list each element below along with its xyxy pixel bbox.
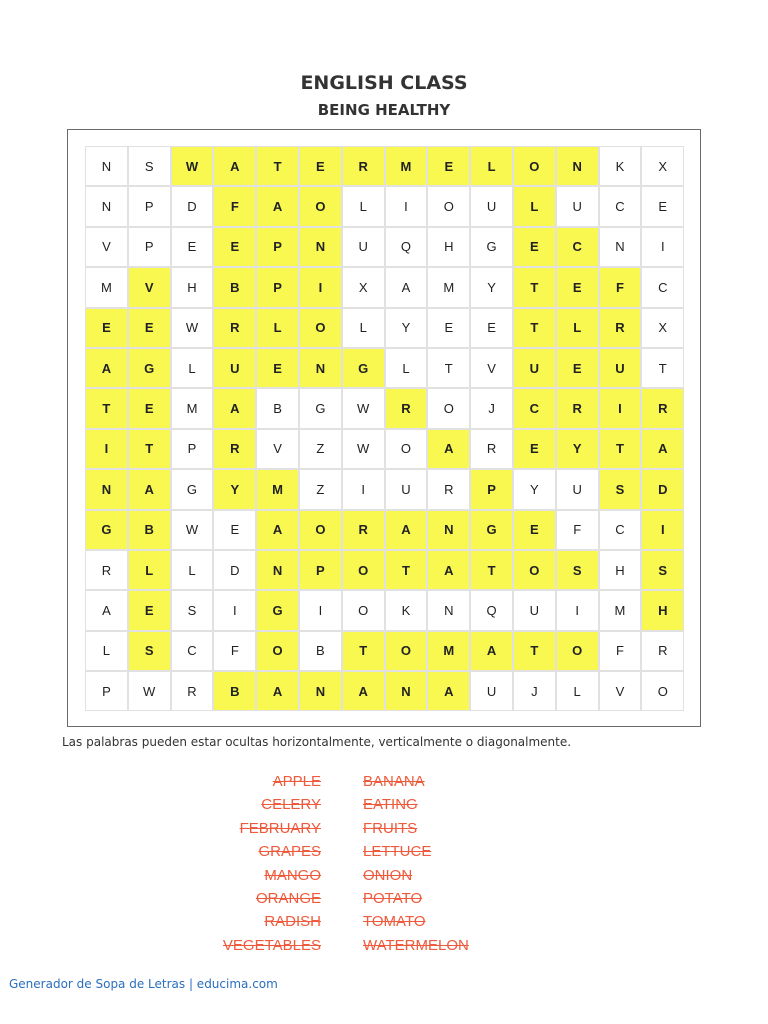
grid-cell[interactable]: R bbox=[556, 388, 599, 428]
grid-cell[interactable]: A bbox=[385, 267, 428, 307]
grid-cell[interactable]: R bbox=[213, 308, 256, 348]
grid-cell[interactable]: P bbox=[128, 227, 171, 267]
grid-cell[interactable]: J bbox=[513, 671, 556, 711]
grid-cell[interactable]: A bbox=[256, 671, 299, 711]
grid-cell[interactable]: G bbox=[256, 590, 299, 630]
grid-cell[interactable]: N bbox=[599, 227, 642, 267]
grid-cell[interactable]: F bbox=[599, 267, 642, 307]
grid-cell[interactable]: A bbox=[128, 469, 171, 509]
grid-cell[interactable]: R bbox=[470, 429, 513, 469]
grid-cell[interactable]: W bbox=[171, 510, 214, 550]
grid-cell[interactable]: T bbox=[513, 267, 556, 307]
grid-cell[interactable]: P bbox=[299, 550, 342, 590]
grid-cell[interactable]: O bbox=[513, 550, 556, 590]
grid-cell[interactable]: U bbox=[513, 590, 556, 630]
grid-cell[interactable]: A bbox=[213, 146, 256, 186]
grid-cell[interactable]: P bbox=[85, 671, 128, 711]
grid-cell[interactable]: E bbox=[427, 308, 470, 348]
grid-cell[interactable]: D bbox=[213, 550, 256, 590]
grid-cell[interactable]: W bbox=[171, 146, 214, 186]
grid-cell[interactable]: T bbox=[128, 429, 171, 469]
grid-cell[interactable]: N bbox=[256, 550, 299, 590]
page-subtitle: BEING HEALTHY bbox=[317, 101, 451, 119]
grid-cell[interactable]: V bbox=[128, 267, 171, 307]
grid-cell[interactable]: A bbox=[85, 348, 128, 388]
grid-cell[interactable]: D bbox=[641, 469, 684, 509]
found-word: GRAPES bbox=[258, 843, 321, 861]
grid-cell[interactable]: L bbox=[171, 550, 214, 590]
grid-cell[interactable]: B bbox=[213, 267, 256, 307]
grid-cell[interactable]: W bbox=[171, 308, 214, 348]
grid-cell[interactable]: N bbox=[299, 671, 342, 711]
grid-cell[interactable]: M bbox=[385, 146, 428, 186]
found-word: EATING bbox=[363, 796, 418, 814]
grid-cell[interactable]: N bbox=[427, 510, 470, 550]
grid-cell[interactable]: O bbox=[342, 590, 385, 630]
grid-cell[interactable]: A bbox=[385, 510, 428, 550]
grid-cell[interactable]: G bbox=[470, 227, 513, 267]
grid-cell[interactable]: U bbox=[599, 348, 642, 388]
grid-cell[interactable]: L bbox=[556, 308, 599, 348]
grid-cell[interactable]: T bbox=[641, 348, 684, 388]
found-word: CELERY bbox=[261, 796, 321, 814]
word-list-left-column bbox=[223, 770, 321, 957]
grid-cell[interactable]: G bbox=[85, 510, 128, 550]
grid-cell[interactable]: G bbox=[342, 348, 385, 388]
grid-cell[interactable]: G bbox=[128, 348, 171, 388]
grid-cell[interactable]: O bbox=[256, 631, 299, 671]
grid-cell[interactable]: E bbox=[256, 348, 299, 388]
grid-cell[interactable]: I bbox=[385, 186, 428, 226]
grid-cell[interactable]: E bbox=[513, 510, 556, 550]
grid-cell[interactable]: Y bbox=[385, 308, 428, 348]
grid-cell[interactable]: T bbox=[256, 146, 299, 186]
grid-cell[interactable]: M bbox=[599, 590, 642, 630]
grid-cell[interactable]: A bbox=[256, 186, 299, 226]
grid-cell[interactable]: T bbox=[85, 388, 128, 428]
found-word: ONION bbox=[363, 866, 413, 884]
grid-cell[interactable]: E bbox=[470, 308, 513, 348]
grid-cell[interactable]: A bbox=[641, 429, 684, 469]
grid-cell[interactable]: T bbox=[342, 631, 385, 671]
grid-cell[interactable]: U bbox=[470, 671, 513, 711]
grid-cell[interactable]: E bbox=[556, 267, 599, 307]
grid-cell[interactable]: L bbox=[85, 631, 128, 671]
grid-cell[interactable]: L bbox=[342, 308, 385, 348]
grid-cell[interactable]: Z bbox=[299, 429, 342, 469]
found-word: WATERMELON bbox=[363, 936, 469, 954]
grid-cell[interactable]: H bbox=[171, 267, 214, 307]
grid-cell[interactable]: G bbox=[299, 388, 342, 428]
grid-cell[interactable]: O bbox=[641, 671, 684, 711]
grid-cell[interactable]: N bbox=[556, 146, 599, 186]
letter-grid bbox=[85, 146, 684, 711]
grid-cell[interactable]: E bbox=[171, 227, 214, 267]
grid-cell[interactable]: E bbox=[513, 429, 556, 469]
found-word: POTATO bbox=[363, 889, 423, 907]
grid-cell[interactable]: Y bbox=[470, 267, 513, 307]
grid-cell[interactable]: E bbox=[128, 308, 171, 348]
grid-cell[interactable]: L bbox=[342, 186, 385, 226]
grid-cell[interactable]: M bbox=[171, 388, 214, 428]
grid-cell[interactable]: I bbox=[641, 510, 684, 550]
grid-cell[interactable]: E bbox=[128, 388, 171, 428]
found-word: MANGO bbox=[264, 866, 321, 884]
grid-cell[interactable]: O bbox=[513, 146, 556, 186]
grid-cell[interactable]: Y bbox=[213, 469, 256, 509]
grid-cell[interactable]: O bbox=[427, 388, 470, 428]
grid-cell[interactable]: A bbox=[256, 510, 299, 550]
grid-cell[interactable]: N bbox=[385, 671, 428, 711]
grid-cell[interactable]: X bbox=[641, 146, 684, 186]
grid-cell[interactable]: B bbox=[128, 510, 171, 550]
grid-cell[interactable]: I bbox=[299, 590, 342, 630]
grid-cell[interactable]: C bbox=[599, 510, 642, 550]
grid-cell[interactable]: R bbox=[641, 631, 684, 671]
grid-cell[interactable]: V bbox=[470, 348, 513, 388]
grid-cell[interactable]: A bbox=[85, 590, 128, 630]
grid-cell[interactable]: A bbox=[427, 550, 470, 590]
grid-cell[interactable]: W bbox=[128, 671, 171, 711]
grid-cell[interactable]: V bbox=[599, 671, 642, 711]
grid-cell[interactable]: W bbox=[342, 429, 385, 469]
grid-cell[interactable]: A bbox=[470, 631, 513, 671]
grid-cell[interactable]: T bbox=[385, 550, 428, 590]
grid-cell[interactable]: I bbox=[299, 267, 342, 307]
grid-cell[interactable]: R bbox=[171, 671, 214, 711]
grid-cell[interactable]: U bbox=[385, 469, 428, 509]
grid-cell[interactable]: R bbox=[342, 146, 385, 186]
grid-cell[interactable]: U bbox=[213, 348, 256, 388]
grid-cell[interactable]: O bbox=[385, 631, 428, 671]
grid-cell[interactable]: P bbox=[256, 227, 299, 267]
grid-cell[interactable]: I bbox=[213, 590, 256, 630]
grid-cell[interactable]: P bbox=[128, 186, 171, 226]
grid-cell[interactable]: G bbox=[171, 469, 214, 509]
grid-cell[interactable]: I bbox=[85, 429, 128, 469]
grid-cell[interactable]: O bbox=[556, 631, 599, 671]
grid-cell[interactable]: N bbox=[299, 227, 342, 267]
grid-cell[interactable]: Y bbox=[556, 429, 599, 469]
grid-cell[interactable]: N bbox=[85, 186, 128, 226]
grid-cell[interactable]: A bbox=[427, 429, 470, 469]
grid-cell[interactable]: A bbox=[342, 671, 385, 711]
grid-cell[interactable]: S bbox=[128, 146, 171, 186]
word-list-right-column bbox=[363, 770, 469, 957]
grid-cell[interactable]: W bbox=[342, 388, 385, 428]
grid-cell[interactable]: U bbox=[342, 227, 385, 267]
grid-cell[interactable]: U bbox=[556, 469, 599, 509]
grid-cell[interactable]: L bbox=[385, 348, 428, 388]
grid-cell[interactable]: O bbox=[427, 186, 470, 226]
grid-cell[interactable]: L bbox=[171, 348, 214, 388]
grid-cell[interactable]: R bbox=[385, 388, 428, 428]
grid-cell[interactable]: Z bbox=[299, 469, 342, 509]
grid-cell[interactable]: L bbox=[470, 146, 513, 186]
grid-cell[interactable]: N bbox=[85, 146, 128, 186]
found-word: FEBRUARY bbox=[239, 819, 321, 837]
grid-cell[interactable]: U bbox=[513, 348, 556, 388]
grid-cell[interactable]: F bbox=[213, 186, 256, 226]
grid-cell[interactable]: H bbox=[427, 227, 470, 267]
grid-cell[interactable]: S bbox=[599, 469, 642, 509]
grid-cell[interactable]: S bbox=[556, 550, 599, 590]
grid-cell[interactable]: S bbox=[171, 590, 214, 630]
grid-cell[interactable]: Y bbox=[513, 469, 556, 509]
grid-cell[interactable]: N bbox=[85, 469, 128, 509]
grid-cell[interactable]: O bbox=[385, 429, 428, 469]
found-word: BANANA bbox=[363, 773, 425, 790]
grid-cell[interactable]: H bbox=[599, 550, 642, 590]
grid-cell[interactable]: O bbox=[299, 308, 342, 348]
grid-cell[interactable]: F bbox=[213, 631, 256, 671]
grid-cell[interactable]: R bbox=[85, 550, 128, 590]
grid-cell[interactable]: T bbox=[599, 429, 642, 469]
page-title: ENGLISH CLASS bbox=[300, 72, 468, 94]
found-word: APPLE bbox=[272, 773, 321, 790]
grid-cell[interactable]: C bbox=[599, 186, 642, 226]
grid-cell[interactable]: H bbox=[641, 590, 684, 630]
grid-cell[interactable]: P bbox=[256, 267, 299, 307]
grid-cell[interactable]: X bbox=[342, 267, 385, 307]
grid-cell[interactable]: Q bbox=[470, 590, 513, 630]
grid-cell[interactable]: E bbox=[513, 227, 556, 267]
grid-cell[interactable]: K bbox=[385, 590, 428, 630]
grid-cell[interactable]: I bbox=[556, 590, 599, 630]
grid-cell[interactable]: R bbox=[641, 388, 684, 428]
grid-cell[interactable]: M bbox=[427, 631, 470, 671]
grid-cell[interactable]: S bbox=[128, 631, 171, 671]
grid-cell[interactable]: B bbox=[256, 388, 299, 428]
grid-cell[interactable]: U bbox=[470, 186, 513, 226]
found-word: FRUITS bbox=[363, 819, 418, 837]
grid-cell[interactable]: E bbox=[641, 186, 684, 226]
grid-cell[interactable]: J bbox=[470, 388, 513, 428]
grid-cell[interactable]: P bbox=[470, 469, 513, 509]
grid-cell[interactable]: V bbox=[256, 429, 299, 469]
grid-cell[interactable]: K bbox=[599, 146, 642, 186]
grid-cell[interactable]: E bbox=[213, 510, 256, 550]
grid-cell[interactable]: L bbox=[556, 671, 599, 711]
grid-cell[interactable]: E bbox=[128, 590, 171, 630]
found-word: VEGETABLES bbox=[222, 936, 321, 954]
grid-cell[interactable]: O bbox=[342, 550, 385, 590]
grid-cell[interactable]: R bbox=[342, 510, 385, 550]
grid-cell[interactable]: U bbox=[556, 186, 599, 226]
grid-cell[interactable]: V bbox=[85, 227, 128, 267]
grid-cell[interactable]: C bbox=[641, 267, 684, 307]
grid-cell[interactable]: S bbox=[641, 550, 684, 590]
grid-cell[interactable]: B bbox=[299, 631, 342, 671]
grid-cell[interactable]: N bbox=[427, 590, 470, 630]
found-word: ORANGE bbox=[255, 889, 321, 907]
grid-cell[interactable]: R bbox=[213, 429, 256, 469]
footer-link[interactable]: Generador de Sopa de Letras | educima.com bbox=[9, 977, 278, 991]
grid-cell[interactable]: T bbox=[513, 308, 556, 348]
grid-cell[interactable]: E bbox=[299, 146, 342, 186]
grid-cell[interactable]: N bbox=[299, 348, 342, 388]
grid-cell[interactable]: F bbox=[556, 510, 599, 550]
grid-cell[interactable]: B bbox=[213, 671, 256, 711]
grid-cell[interactable]: D bbox=[171, 186, 214, 226]
grid-cell[interactable]: T bbox=[513, 631, 556, 671]
found-word: LETTUCE bbox=[363, 843, 432, 861]
grid-cell[interactable]: X bbox=[641, 308, 684, 348]
found-word: RADISH bbox=[264, 913, 321, 931]
grid-cell[interactable]: C bbox=[171, 631, 214, 671]
grid-cell[interactable]: E bbox=[213, 227, 256, 267]
grid-cell[interactable]: T bbox=[470, 550, 513, 590]
grid-cell[interactable]: I bbox=[641, 227, 684, 267]
grid-cell[interactable]: G bbox=[470, 510, 513, 550]
found-word: TOMATO bbox=[363, 913, 426, 931]
grid-cell[interactable]: L bbox=[256, 308, 299, 348]
grid-cell[interactable]: M bbox=[256, 469, 299, 509]
grid-cell[interactable]: T bbox=[427, 348, 470, 388]
grid-cell[interactable]: M bbox=[427, 267, 470, 307]
grid-cell[interactable]: C bbox=[556, 227, 599, 267]
grid-cell[interactable]: O bbox=[299, 186, 342, 226]
grid-cell[interactable]: R bbox=[599, 308, 642, 348]
grid-cell[interactable]: I bbox=[599, 388, 642, 428]
grid-cell[interactable]: E bbox=[556, 348, 599, 388]
grid-cell[interactable]: A bbox=[213, 388, 256, 428]
grid-cell[interactable]: R bbox=[427, 469, 470, 509]
grid-cell[interactable]: M bbox=[85, 267, 128, 307]
grid-cell[interactable]: P bbox=[171, 429, 214, 469]
grid-cell[interactable]: I bbox=[342, 469, 385, 509]
grid-cell[interactable]: F bbox=[599, 631, 642, 671]
grid-cell[interactable]: A bbox=[427, 671, 470, 711]
grid-cell[interactable]: E bbox=[427, 146, 470, 186]
grid-cell[interactable]: Q bbox=[385, 227, 428, 267]
instructions: Las palabras pueden estar ocultas horizontalmente, verticalmente o diagonalmente. bbox=[62, 735, 572, 749]
grid-cell[interactable]: O bbox=[299, 510, 342, 550]
grid-cell[interactable]: L bbox=[513, 186, 556, 226]
grid-cell[interactable]: L bbox=[128, 550, 171, 590]
grid-cell[interactable]: E bbox=[85, 308, 128, 348]
grid-cell[interactable]: C bbox=[513, 388, 556, 428]
